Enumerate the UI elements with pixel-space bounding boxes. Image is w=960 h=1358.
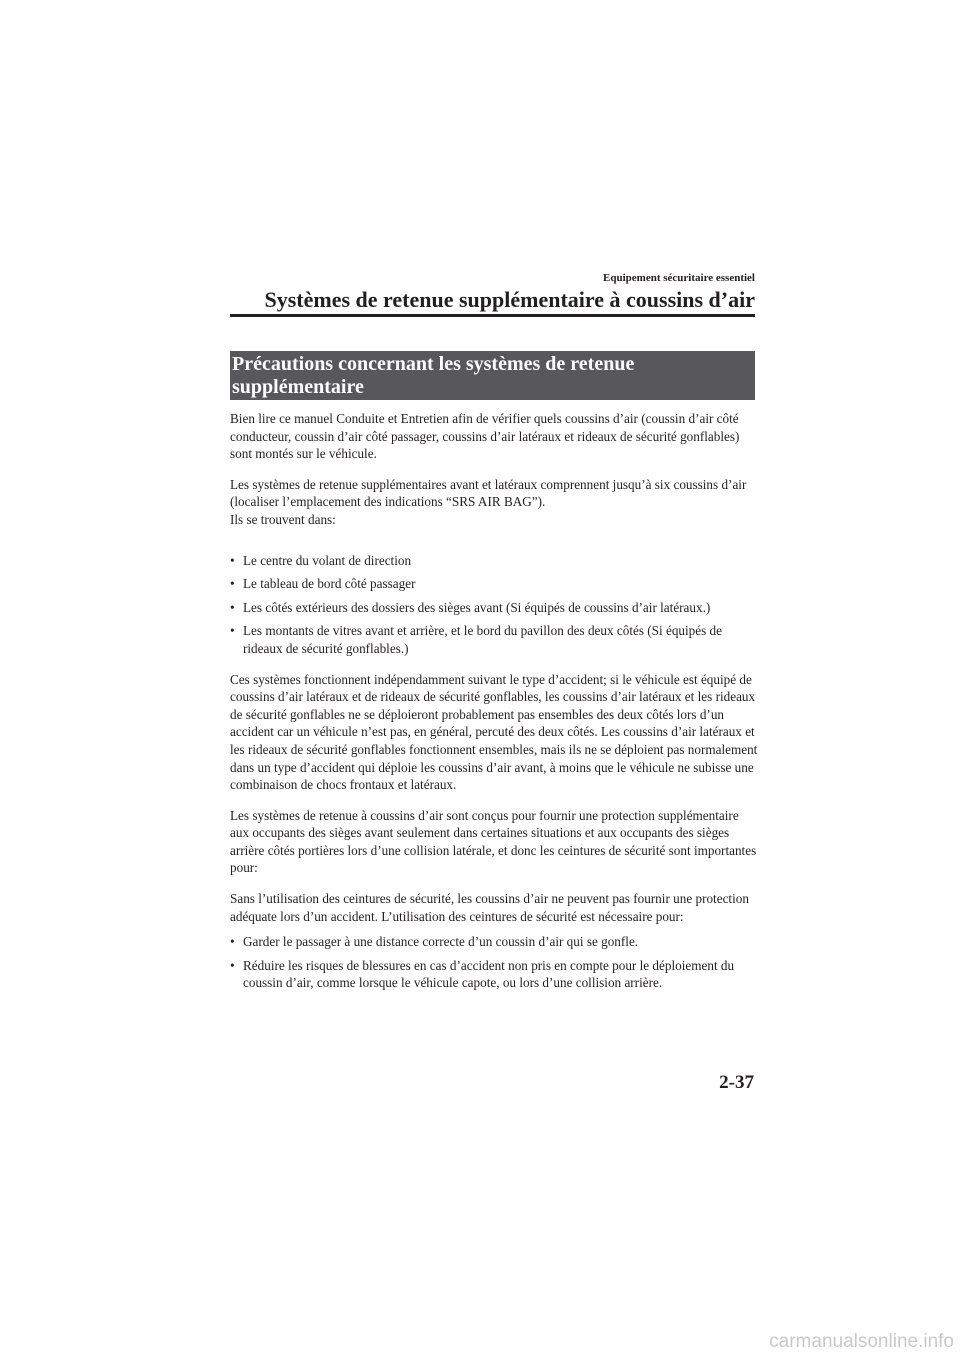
page-number: 2-37 (719, 1072, 754, 1093)
list-item (230, 622, 760, 657)
bullet-icon: • (230, 934, 235, 950)
list-item-text: Réduire les risques de blessures en cas d’accident non pris en compte pour le déploiement du coussin d’air, comme lorsque le véhicule capote, ou lors d’une collision arrière. (243, 957, 735, 991)
list-item-text: Les côtés extérieurs des dossiers des sièges avant (Si équipés de coussins d’air latéraux.) (243, 599, 711, 615)
deployment-paragraph: Ces systèmes fonctionnent indépendamment suivant le type d’accident; si le véhicule est équipé de coussins d’air latéraux et de rideaux de sécurité gonflables, les coussins d’air latéraux et les rideaux de sécurité gonflables ne se déploieront probablement pas ensembles des deux côtés lors d’un accident car un véhicule n’est pas, en général, percuté des deux côtés. Les coussins d’air latéraux et les rideaux de sécurité gonflables fonctionnent ensembles, mais ils ne se déploient pas normalement dans un type d’accident qui déploie les coussins d’air avant, à moins que le véhicule ne subisse une combinaison de chocs frontaux et latéraux. (230, 671, 758, 793)
bullet-icon: • (230, 599, 235, 615)
page-title: Systèmes de retenue supplémentaire à coussins d’air (264, 287, 755, 312)
seatbelt-reasons-list (230, 933, 760, 992)
list-item-text: Les montants de vitres avant et arrière, et le bord du pavillon des deux côtés (Si équipés de rideaux de sécurité gonflables.) (243, 623, 722, 656)
locations-lead-text: Ils se trouvent dans: (230, 511, 336, 527)
intro-paragraph: Bien lire ce manuel Conduite et Entretien afin de vérifier quels coussins d’air (coussin d’air côté conducteur, coussin d’air côté passager, coussins d’air latéraux et rideaux de sécurité gonflables) sont montés sur le véhicule. (230, 411, 740, 462)
list-item (230, 575, 760, 593)
list-item-text: Garder le passager à une distance correcte d’un coussin d’air qui se gonfle. (243, 934, 639, 950)
airbag-locations-list (230, 552, 760, 658)
list-item-text: Le centre du volant de direction (243, 552, 412, 568)
list-item (230, 957, 760, 992)
list-item-text: Le tableau de bord côté passager (243, 576, 416, 592)
bullet-icon: • (230, 576, 235, 592)
seatbelt-paragraph: Sans l’utilisation des ceintures de sécurité, les coussins d’air ne peuvent pas fournir une protection adéquate lors d’un accident. L’utilisation des ceintures de sécurité est nécessaire pour: (230, 891, 749, 924)
header-divider (230, 314, 755, 317)
bullet-icon: • (230, 957, 235, 973)
airbag-count-text: Les systèmes de retenue supplémentaires avant et latéraux comprennent jusqu’à six coussins d’air (localiser l’emplacement des indications “SRS AIR BAG”). (230, 476, 747, 510)
list-item (230, 599, 760, 617)
watermark: carmanualsonline.info (769, 1331, 954, 1352)
list-item (230, 933, 760, 951)
section-title-line-2: supplémentaire (232, 376, 364, 398)
section-heading-box (230, 351, 755, 400)
section-title-line-1: Précautions concernant les systèmes de retenue (232, 353, 635, 375)
list-item (230, 552, 760, 570)
subsection-header: Equipement sécuritaire essentiel (603, 272, 755, 284)
protection-paragraph: Les systèmes de retenue à coussins d’air sont conçus pour fournir une protection supplémentaire aux occupants des sièges avant seulement dans certaines situations et aux occupants des sièges arrière côtés portières lors d’une collision latérale, et donc les ceintures de sécurité sont importantes pour: (230, 807, 757, 876)
bullet-icon: • (230, 623, 235, 639)
bullet-icon: • (230, 552, 235, 568)
airbag-count-paragraph (230, 476, 760, 529)
body-content (230, 410, 760, 998)
